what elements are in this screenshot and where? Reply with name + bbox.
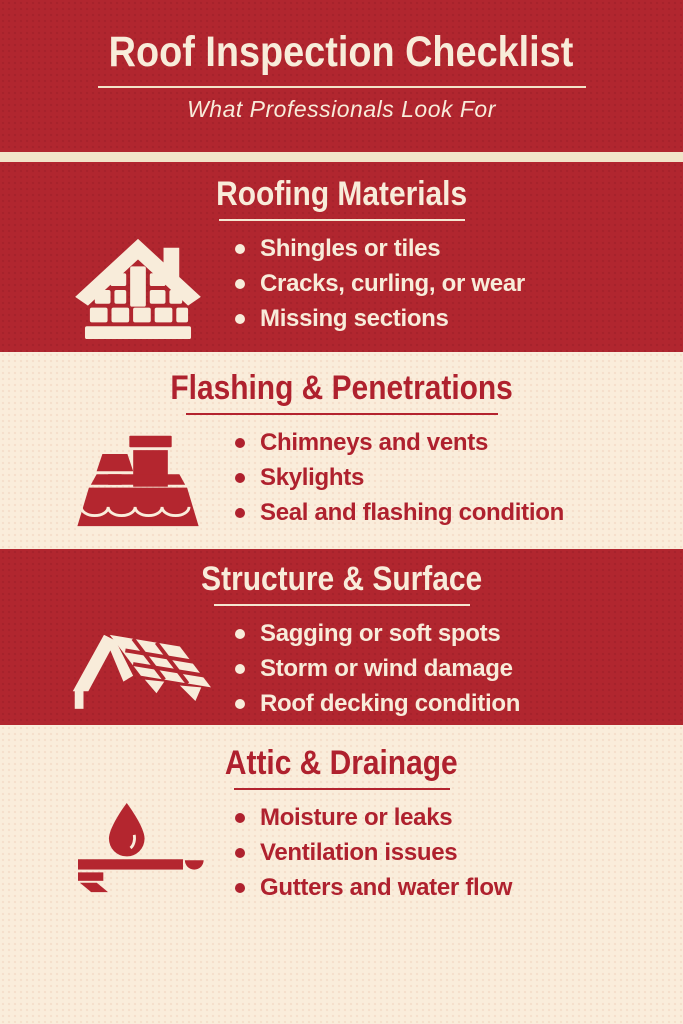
section-roofing-materials (0, 162, 683, 352)
header-band (0, 0, 683, 152)
icon-column (0, 803, 230, 893)
bullet-dot (235, 813, 245, 823)
bullet-dot (235, 664, 245, 674)
checklist (230, 806, 512, 911)
item-label: Chimneys and vents (260, 429, 489, 456)
checklist-item (235, 272, 525, 296)
water-drop-gutter-icon (72, 803, 204, 893)
checklist (230, 431, 564, 536)
section-content (0, 428, 683, 536)
bullet-dot (235, 848, 245, 858)
icon-column (0, 619, 230, 713)
section-flashing-penetrations (0, 352, 683, 549)
chimney-vents-icon (75, 428, 201, 530)
section-structure-surface (0, 549, 683, 725)
item-label: Storm or wind damage (260, 655, 513, 682)
section-content (0, 234, 683, 342)
checklist (230, 622, 520, 727)
item-label: Cracks, curling, or wear (260, 270, 525, 297)
item-label: Seal and flashing condition (260, 499, 564, 526)
checklist-item (235, 657, 520, 681)
header-divider (98, 86, 586, 88)
bullet-dot (235, 438, 245, 448)
main-title: Roof Inspection Checklist (109, 28, 574, 76)
item-label: Skylights (260, 464, 364, 491)
checklist-item (235, 876, 512, 900)
checklist-item (235, 237, 525, 261)
checklist-item (235, 501, 564, 525)
section-title: Structure & Surface (200, 560, 482, 598)
house-shingles-icon (69, 234, 207, 342)
item-label: Gutters and water flow (260, 874, 513, 901)
title-underline (234, 788, 450, 790)
checklist-item (235, 431, 564, 455)
checklist-item (235, 307, 525, 331)
section-content (0, 619, 683, 727)
section-content (0, 803, 683, 911)
bullet-dot (235, 883, 245, 893)
checklist-item (235, 692, 520, 716)
icon-column (0, 234, 230, 342)
bullet-dot (235, 473, 245, 483)
bullet-dot (235, 629, 245, 639)
section-title: Roofing Materials (215, 175, 468, 213)
bullet-dot (235, 508, 245, 518)
title-underline (214, 604, 470, 606)
checklist (230, 237, 525, 342)
item-label: Shingles or tiles (260, 235, 441, 262)
bullet-dot (235, 314, 245, 324)
section-attic-drainage (0, 725, 683, 1024)
checklist-item (235, 622, 520, 646)
icon-column (0, 428, 230, 530)
checklist-item (235, 841, 512, 865)
bullet-dot (235, 699, 245, 709)
section-title: Attic & Drainage (225, 744, 458, 782)
item-label: Moisture or leaks (260, 804, 453, 831)
subtitle: What Professionals Look For (187, 96, 496, 122)
checklist-item (235, 806, 512, 830)
header-separator-stripe (0, 152, 683, 162)
item-label: Missing sections (260, 305, 449, 332)
bullet-dot (235, 244, 245, 254)
title-underline (219, 219, 465, 221)
bullet-dot (235, 279, 245, 289)
section-title: Flashing & Penetrations (170, 369, 513, 407)
roof-decking-icon (65, 619, 211, 713)
item-label: Ventilation issues (260, 839, 458, 866)
title-underline (186, 413, 498, 415)
item-label: Sagging or soft spots (260, 620, 501, 647)
item-label: Roof decking condition (260, 690, 521, 717)
checklist-item (235, 466, 564, 490)
